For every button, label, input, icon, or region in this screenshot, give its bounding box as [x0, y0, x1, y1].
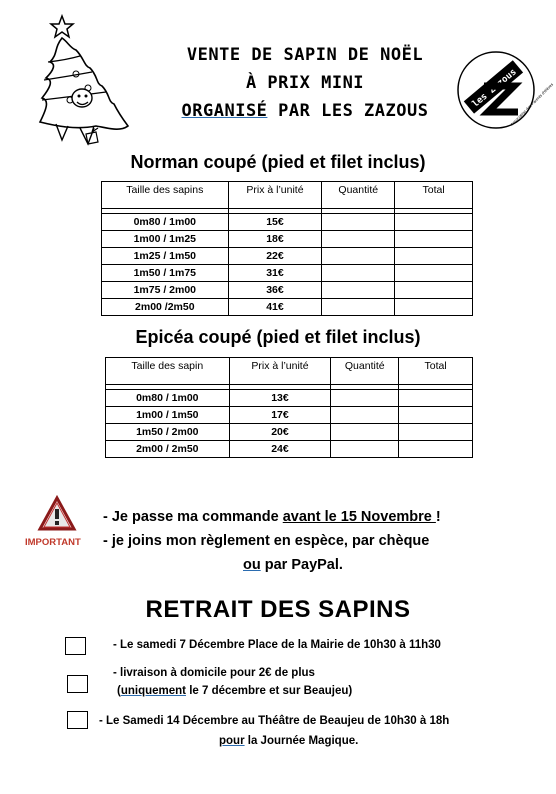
- column-header: Total: [395, 182, 473, 209]
- table-row: [102, 282, 473, 299]
- warning-triangle-icon: [38, 496, 76, 532]
- price-cell: 24€: [229, 441, 331, 458]
- option-label-livraison-line1: - livraison à domicile pour 2€ de plus: [113, 667, 315, 679]
- column-header: Prix à l’unité: [229, 358, 331, 385]
- important-line-2: - je joins mon règlement en espèce, par chèque: [103, 533, 430, 549]
- quantity-cell[interactable]: [322, 248, 395, 265]
- size-cell: 1m00 / 1m50: [106, 407, 230, 424]
- column-header: Prix à l’unité: [228, 182, 322, 209]
- header-line-2: À PRIX MINI: [245, 73, 365, 93]
- important-line-3: [243, 557, 343, 573]
- important-deadline: avant le 15 Novembre: [282, 509, 436, 525]
- table-row: [102, 231, 473, 248]
- quantity-cell[interactable]: [322, 282, 395, 299]
- table-row: [102, 265, 473, 282]
- table-row: [106, 407, 473, 424]
- total-cell[interactable]: [399, 441, 473, 458]
- table-row: [102, 248, 473, 265]
- quantity-cell[interactable]: [331, 441, 399, 458]
- size-cell: 1m50 / 2m00: [106, 424, 230, 441]
- option-checkbox-livraison[interactable]: [67, 675, 88, 693]
- quantity-cell[interactable]: [322, 265, 395, 282]
- table-row: [106, 390, 473, 407]
- quantity-cell[interactable]: [331, 407, 399, 424]
- header-line-3: [150, 101, 460, 121]
- livraison-paren-open: (: [117, 685, 121, 697]
- christmas-tree-illustration: [36, 14, 136, 154]
- option-label-livraison-line2: [117, 685, 352, 697]
- quantity-cell[interactable]: [322, 214, 395, 231]
- column-header: Taille des sapins: [102, 182, 229, 209]
- total-cell[interactable]: [395, 282, 473, 299]
- logo-text: les Zazous: [470, 67, 519, 110]
- logo-subtext: Association des Parents d'élèves: [509, 81, 555, 127]
- norman-title: Norman coupé (pied et filet inclus): [130, 152, 426, 172]
- epicea-price-table: [105, 357, 473, 458]
- total-cell[interactable]: [399, 424, 473, 441]
- epicea-title: Epicéa coupé (pied et filet inclus): [135, 327, 421, 347]
- price-cell: 17€: [229, 407, 331, 424]
- size-cell: 2m00 /2m50: [102, 299, 229, 316]
- quantity-cell[interactable]: [331, 424, 399, 441]
- retrait-title: RETRAIT DES SAPINS: [145, 596, 411, 623]
- price-cell: 18€: [228, 231, 322, 248]
- header-par-les-zazous: PAR LES ZAZOUS: [267, 101, 429, 121]
- price-cell: 13€: [229, 390, 331, 407]
- option-checkbox-place-mairie[interactable]: [65, 637, 86, 655]
- quantity-cell[interactable]: [322, 231, 395, 248]
- column-header: Quantité: [322, 182, 395, 209]
- theatre-line2-rest: la Journée Magique.: [244, 735, 359, 747]
- price-cell: 31€: [228, 265, 322, 282]
- total-cell[interactable]: [395, 248, 473, 265]
- table-row: [102, 214, 473, 231]
- zazous-logo: [454, 48, 555, 132]
- column-header: Quantité: [331, 358, 399, 385]
- total-cell[interactable]: [399, 390, 473, 407]
- price-cell: 41€: [228, 299, 322, 316]
- column-header: Total: [399, 358, 473, 385]
- important-label: IMPORTANT: [25, 537, 81, 548]
- important-line-1-start: - Je passe ma commande: [103, 509, 283, 525]
- option-label-theatre-line1: - Le Samedi 14 Décembre au Théâtre de Beaujeu de 10h30 à 18h: [99, 715, 450, 727]
- total-cell[interactable]: [395, 214, 473, 231]
- option-label-theatre-line2: [219, 735, 358, 747]
- price-cell: 22€: [228, 248, 322, 265]
- header-organise-word: ORGANISÉ: [181, 101, 268, 121]
- quantity-cell[interactable]: [322, 299, 395, 316]
- important-ou-word: ou: [243, 557, 261, 573]
- column-header: Taille des sapin: [106, 358, 230, 385]
- size-cell: 1m00 / 1m25: [102, 231, 229, 248]
- table-row: [102, 299, 473, 316]
- table-row: [106, 441, 473, 458]
- important-line-1-end: !: [435, 509, 441, 525]
- price-cell: 20€: [229, 424, 331, 441]
- header-line-1: VENTE DE SAPIN DE NOËL: [186, 45, 424, 65]
- size-cell: 0m80 / 1m00: [106, 390, 230, 407]
- option-checkbox-theatre[interactable]: [67, 711, 88, 729]
- theatre-pour-word: pour: [219, 735, 245, 747]
- total-cell[interactable]: [395, 299, 473, 316]
- total-cell[interactable]: [395, 231, 473, 248]
- option-label-place-mairie: - Le samedi 7 Décembre Place de la Mairie de 10h30 à 11h30: [113, 639, 441, 651]
- important-line-1: [103, 509, 441, 525]
- important-paypal-text: par PayPal.: [260, 557, 343, 573]
- quantity-cell[interactable]: [331, 390, 399, 407]
- livraison-uniquement-word: uniquement: [120, 685, 187, 697]
- total-cell[interactable]: [395, 265, 473, 282]
- size-cell: 2m00 / 2m50: [106, 441, 230, 458]
- size-cell: 1m50 / 1m75: [102, 265, 229, 282]
- size-cell: 1m75 / 2m00: [102, 282, 229, 299]
- table-row: [106, 424, 473, 441]
- total-cell[interactable]: [399, 407, 473, 424]
- size-cell: 1m25 / 1m50: [102, 248, 229, 265]
- price-cell: 36€: [228, 282, 322, 299]
- livraison-line2-rest: le 7 décembre et sur Beaujeu): [186, 685, 353, 697]
- price-cell: 15€: [228, 214, 322, 231]
- size-cell: 0m80 / 1m00: [102, 214, 229, 231]
- norman-price-table: [101, 181, 473, 316]
